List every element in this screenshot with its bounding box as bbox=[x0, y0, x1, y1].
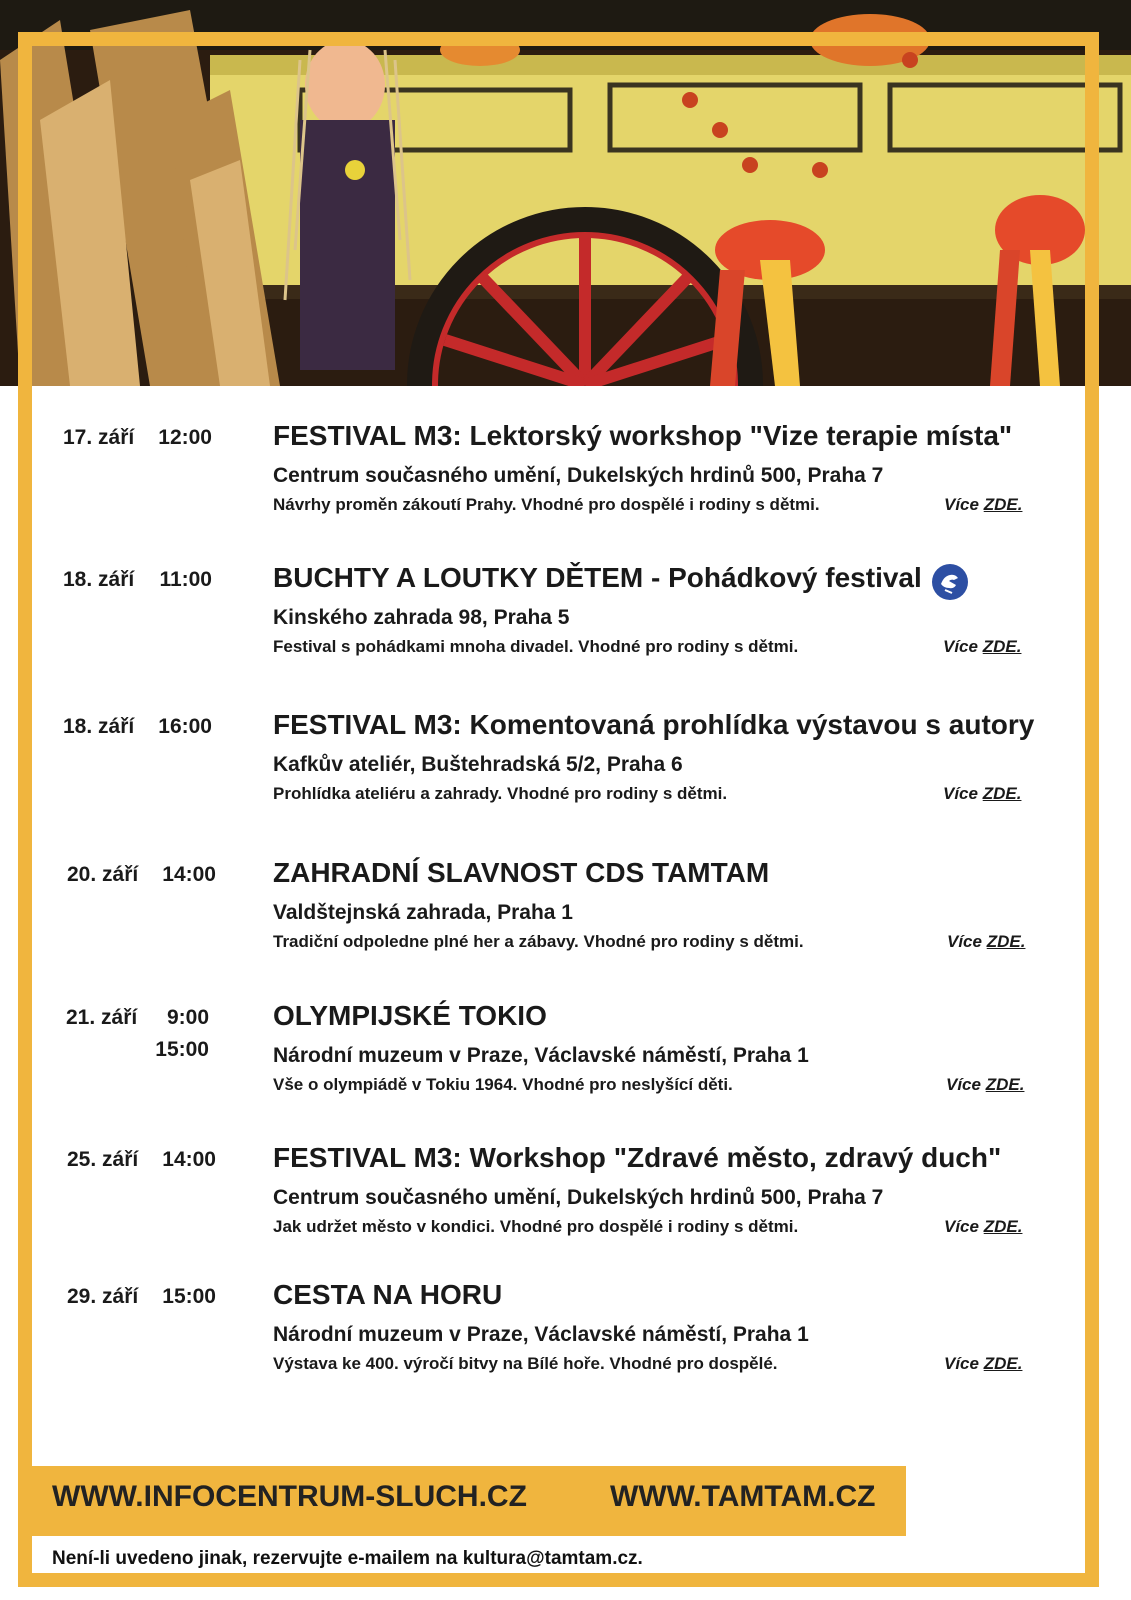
event-date: 18. září bbox=[63, 568, 135, 591]
reservation-note: Není-li uvedeno jinak, rezervujte e-mailem na kultura@tamtam.cz. bbox=[52, 1548, 643, 1569]
more-info-link[interactable] bbox=[947, 932, 1025, 952]
more-info-link[interactable] bbox=[944, 495, 1022, 515]
more-label: Více bbox=[944, 1354, 979, 1373]
sign-language-glyph bbox=[932, 564, 968, 600]
event-time: 15:00 bbox=[162, 1285, 216, 1308]
event-description: Tradiční odpoledne plné her a zábavy. Vhodné pro rodiny s dětmi. bbox=[273, 932, 804, 951]
event-date: 20. září bbox=[67, 863, 139, 886]
event-date: 25. září bbox=[67, 1148, 139, 1171]
event-time: 14:00 bbox=[162, 863, 216, 886]
event-description: Prohlídka ateliéru a zahrady. Vhodné pro rodiny s dětmi. bbox=[273, 784, 728, 803]
more-label: Více bbox=[946, 1075, 981, 1094]
event-date: 29. září bbox=[67, 1285, 139, 1308]
event-description: Výstava ke 400. výročí bitvy na Bílé hoře. Vhodné pro dospělé. bbox=[273, 1354, 778, 1373]
website-link-tamtam[interactable]: WWW.TAMTAM.CZ bbox=[610, 1480, 876, 1513]
event-title: FESTIVAL M3: Lektorský workshop "Vize terapie místa" bbox=[273, 420, 1013, 451]
sign-language-icon bbox=[932, 564, 968, 600]
event-place: Centrum současného umění, Dukelských hrdinů 500, Praha 7 bbox=[273, 1186, 884, 1209]
more-info-link[interactable] bbox=[943, 637, 1021, 657]
zde-link[interactable]: ZDE. bbox=[982, 637, 1022, 656]
event-place: Kafkův ateliér, Buštehradská 5/2, Praha 6 bbox=[273, 753, 683, 776]
event-place: Valdštejnská zahrada, Praha 1 bbox=[273, 901, 573, 924]
event-date: 21. září bbox=[66, 1006, 138, 1029]
zde-link[interactable]: ZDE. bbox=[986, 932, 1026, 951]
event-title: BUCHTY A LOUTKY DĚTEM - Pohádkový festival bbox=[273, 562, 922, 593]
more-label: Více bbox=[943, 784, 978, 803]
zde-link[interactable]: ZDE. bbox=[982, 784, 1022, 803]
event-place: Národní muzeum v Praze, Václavské náměstí, Praha 1 bbox=[273, 1323, 809, 1346]
more-label: Více bbox=[943, 637, 978, 656]
more-label: Více bbox=[944, 495, 979, 514]
more-label: Více bbox=[947, 932, 982, 951]
event-description: Vše o olympiádě v Tokiu 1964. Vhodné pro neslyšící děti. bbox=[273, 1075, 733, 1094]
event-place: Kinského zahrada 98, Praha 5 bbox=[273, 606, 570, 629]
event-time: 14:00 bbox=[162, 1148, 216, 1171]
event-time: 12:00 bbox=[158, 426, 212, 449]
event-place: Národní muzeum v Praze, Václavské náměstí, Praha 1 bbox=[273, 1044, 809, 1067]
event-description: Návrhy proměn zákoutí Prahy. Vhodné pro dospělé i rodiny s dětmi. bbox=[273, 495, 820, 514]
zde-link[interactable]: ZDE. bbox=[983, 495, 1023, 514]
event-description: Festival s pohádkami mnoha divadel. Vhodné pro rodiny s dětmi. bbox=[273, 637, 799, 656]
event-time: 9:00 bbox=[166, 1006, 209, 1029]
event-title: OLYMPIJSKÉ TOKIO bbox=[273, 1000, 547, 1031]
event-title: ZAHRADNÍ SLAVNOST CDS TAMTAM bbox=[273, 857, 770, 888]
more-info-link[interactable] bbox=[946, 1075, 1024, 1095]
event-date: 18. září bbox=[63, 715, 135, 738]
zde-link[interactable]: ZDE. bbox=[985, 1075, 1025, 1094]
event-time: 16:00 bbox=[158, 715, 212, 738]
event-time: 11:00 bbox=[159, 568, 212, 591]
more-info-link[interactable] bbox=[944, 1217, 1022, 1237]
event-description: Jak udržet město v kondici. Vhodné pro dospělé i rodiny s dětmi. bbox=[273, 1217, 799, 1236]
zde-link[interactable]: ZDE. bbox=[983, 1217, 1023, 1236]
website-link-infocentrum[interactable]: WWW.INFOCENTRUM-SLUCH.CZ bbox=[52, 1480, 527, 1513]
more-info-link[interactable] bbox=[944, 1354, 1022, 1374]
zde-link[interactable]: ZDE. bbox=[983, 1354, 1023, 1373]
event-time-second: 15:00 bbox=[155, 1038, 209, 1061]
event-title: FESTIVAL M3: Komentovaná prohlídka výstavou s autory bbox=[273, 709, 1035, 740]
more-info-link[interactable] bbox=[943, 784, 1021, 804]
event-title: FESTIVAL M3: Workshop "Zdravé město, zdravý duch" bbox=[273, 1142, 1002, 1173]
event-title: CESTA NA HORU bbox=[273, 1279, 503, 1310]
more-label: Více bbox=[944, 1217, 979, 1236]
event-place: Centrum současného umění, Dukelských hrdinů 500, Praha 7 bbox=[273, 464, 884, 487]
event-date: 17. září bbox=[63, 426, 135, 449]
